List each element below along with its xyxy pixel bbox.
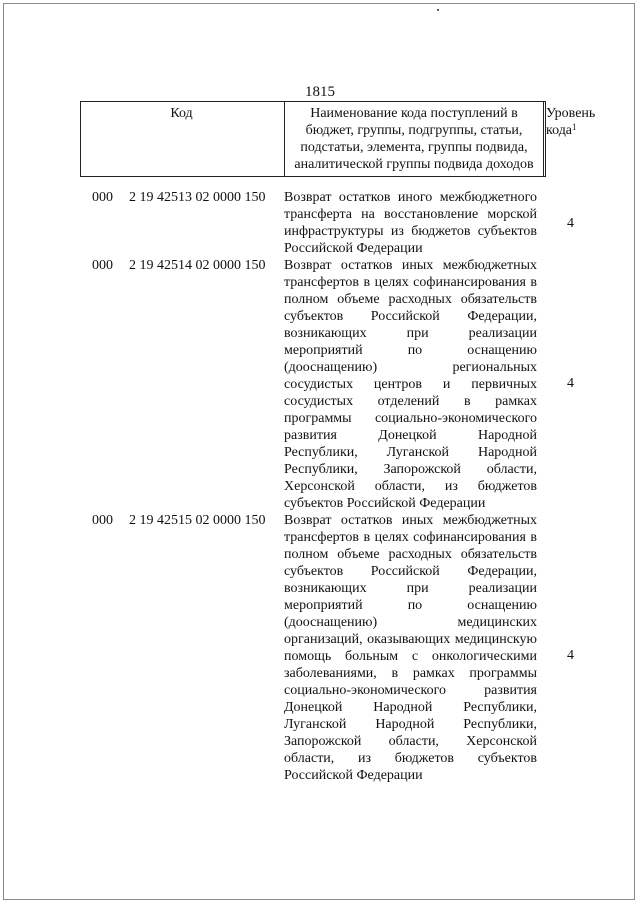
row-level: 4 bbox=[567, 216, 574, 231]
scan-mark bbox=[437, 9, 439, 11]
table-body bbox=[0, 189, 640, 784]
header-level bbox=[544, 102, 596, 177]
table-row bbox=[0, 189, 640, 257]
row-admin-code: 000 bbox=[92, 190, 113, 205]
header-name-label: Наименование кода поступлений в бюджет, группы, подгруппы, статьи, подстатьи, элемента, группы подвида, аналитической группы подвида доходов bbox=[294, 106, 534, 172]
row-admin-code: 000 bbox=[92, 513, 113, 528]
row-level: 4 bbox=[567, 648, 574, 663]
row-admin-code: 000 bbox=[92, 258, 113, 273]
table-row bbox=[0, 512, 640, 784]
row-name: Возврат остатков иных межбюджетных трансфертов в целях софинансирования в полном объеме расходных обязательств субъектов Российской Федерации, возникающих при реализации мероприятий по оснащению (дооснащению) региональных сосудистых центров и первичных сосудистых отделений в рамках программы социально-экономического развития Донецкой Народной Республики, Луганской Народной Республики, Запорожской области, Херсонской области, из бюджетов субъектов Российской Федерации bbox=[284, 258, 537, 511]
header-code-label: Код bbox=[170, 106, 193, 121]
row-level: 4 bbox=[567, 376, 574, 391]
table-row bbox=[0, 257, 640, 512]
header-name bbox=[285, 102, 544, 177]
row-name: Возврат остатков иного межбюджетного трансферта на восстановление морской инфраструктуры из бюджетов субъектов Российской Федерации bbox=[284, 190, 537, 256]
header-code bbox=[81, 102, 285, 177]
header-level-footnote: 1 bbox=[572, 122, 577, 132]
row-income-code: 2 19 42514 02 0000 150 bbox=[129, 258, 266, 273]
page-number: 1815 bbox=[305, 84, 335, 100]
row-name: Возврат остатков иных межбюджетных трансфертов в целях софинансирования в полном объеме расходных обязательств субъектов Российской Федерации, возникающих при реализации мероприятий по оснащению (дооснащению) медицинских организаций, оказывающих медицинскую помощь больным с онкологическими заболеваниями, в рамках программы социально-экономического развития Донецкой Народной Республики, Луганской Народной Республики, Запорожской области, Херсонской области, из бюджетов субъектов Российской Федерации bbox=[284, 513, 537, 783]
table-header bbox=[80, 101, 596, 177]
row-income-code: 2 19 42515 02 0000 150 bbox=[129, 513, 266, 528]
header-level-label: Уровень кода bbox=[546, 106, 596, 138]
row-income-code: 2 19 42513 02 0000 150 bbox=[129, 190, 266, 205]
